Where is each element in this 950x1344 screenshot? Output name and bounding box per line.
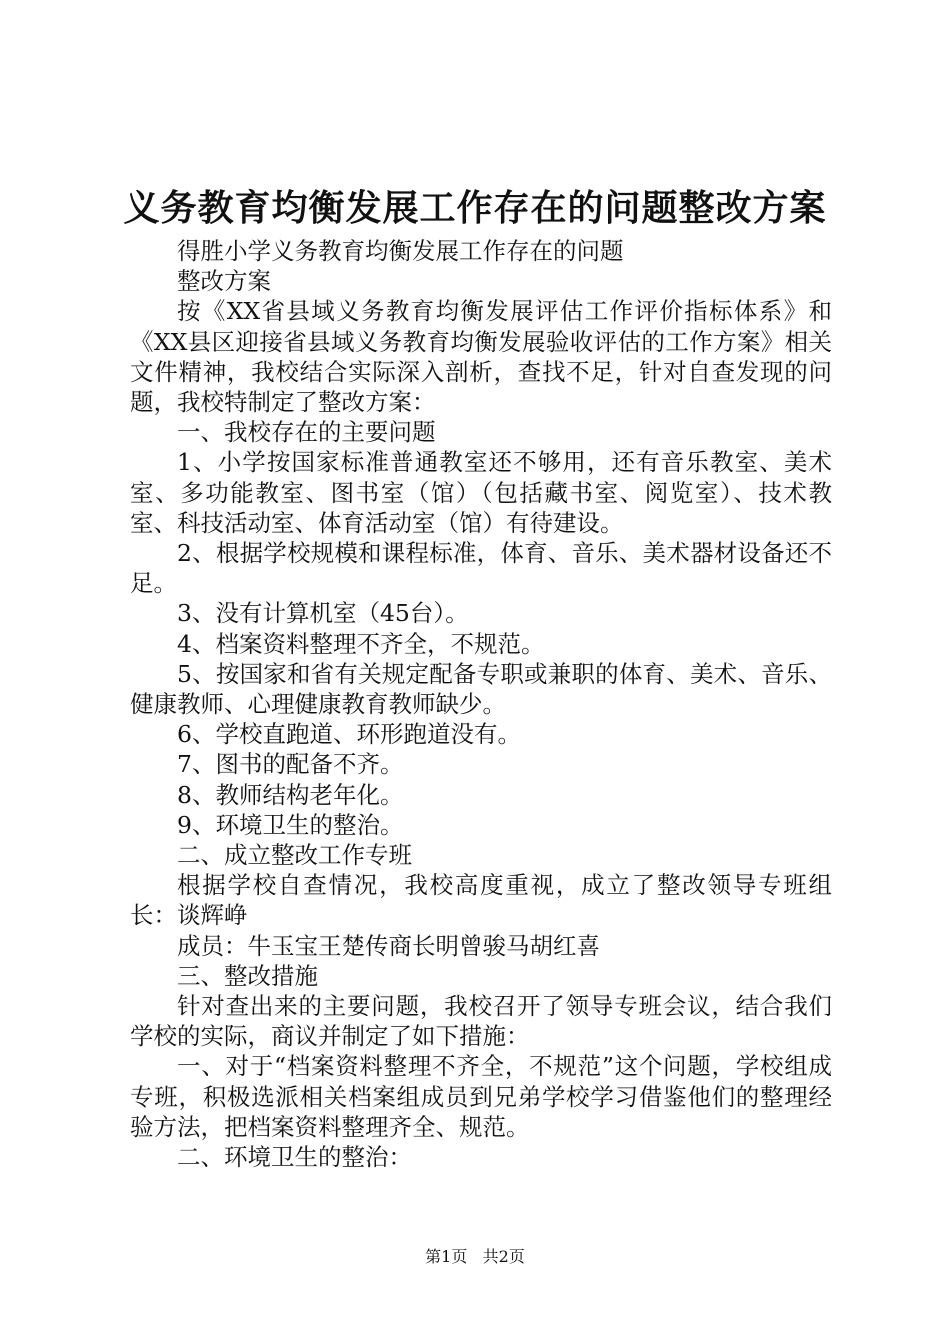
problem-item-8: 8、教师结构老年化。: [177, 780, 404, 809]
measure-item-2: 二、环境卫生的整治：: [177, 1143, 412, 1172]
section-heading-team: 二、成立整改工作专班: [177, 841, 412, 870]
section-heading-measures: 三、整改措施: [177, 961, 318, 990]
problem-item-1: 1、小学按国家标准普通教室还不够用，还有音乐教室、美术室、多功能教室、图书室（馆）（包括藏书室、阅览室）、技术教室、科技活动室、体育活动室（馆）有待建设。: [130, 448, 832, 537]
subtitle-line-1: 得胜小学义务教育均衡发展工作存在的问题: [177, 237, 624, 265]
problem-item-7: 7、图书的配备不齐。: [177, 750, 404, 779]
intro-paragraph: 按《XX省县域义务教育均衡发展评估工作评价指标体系》和《XX县区迎接省县域义务教育均衡发展验收评估的工作方案》相关文件精神，我校结合实际深入剖析，查找不足，针对自查发现的问题，我校特制定了整改方案：: [130, 297, 832, 417]
problem-item-9: 9、环境卫生的整治。: [177, 810, 404, 839]
page-number: 第1页: [425, 1247, 468, 1266]
subtitle-line-2: 整改方案: [177, 267, 271, 296]
measures-intro: 针对查出来的主要问题，我校召开了领导专班会议，结合我们学校的实际，商议并制定了如下措施：: [130, 992, 832, 1051]
problem-item-5: 5、按国家和省有关规定配备专职或兼职的体育、美术、音乐、健康教师、心理健康教育教师缺少。: [130, 659, 832, 719]
page-separator: [472, 1247, 477, 1266]
measure-item-1: 一、对于“档案资料整理不齐全，不规范”这个问题，学校组成专班，积极选派相关档案组成员到兄弟学校学习借鉴他们的整理经验方法，把档案资料整理齐全、规范。: [130, 1052, 832, 1141]
problem-item-3: 3、没有计算机室（45台）。: [177, 599, 469, 628]
team-members: 成员：牛玉宝王楚传商长明曾骏马胡红喜: [177, 931, 600, 960]
page-footer: [0, 1247, 950, 1267]
problem-item-4: 4、档案资料整理不齐全，不规范。: [177, 629, 545, 658]
page-total: 共2页: [482, 1247, 525, 1266]
team-paragraph: 根据学校自查情况，我校高度重视，成立了整改领导专班组长：谈辉峥: [130, 871, 832, 930]
problem-item-6: 6、学校直跑道、环形跑道没有。: [177, 720, 521, 749]
section-heading-problems: 一、我校存在的主要问题: [177, 418, 436, 447]
document-body: [130, 236, 832, 1172]
problem-item-2: 2、根据学校规模和课程标准，体育、音乐、美术器材设备还不足。: [130, 539, 832, 598]
document-title: 义务教育均衡发展工作存在的问题整改方案: [123, 187, 827, 229]
